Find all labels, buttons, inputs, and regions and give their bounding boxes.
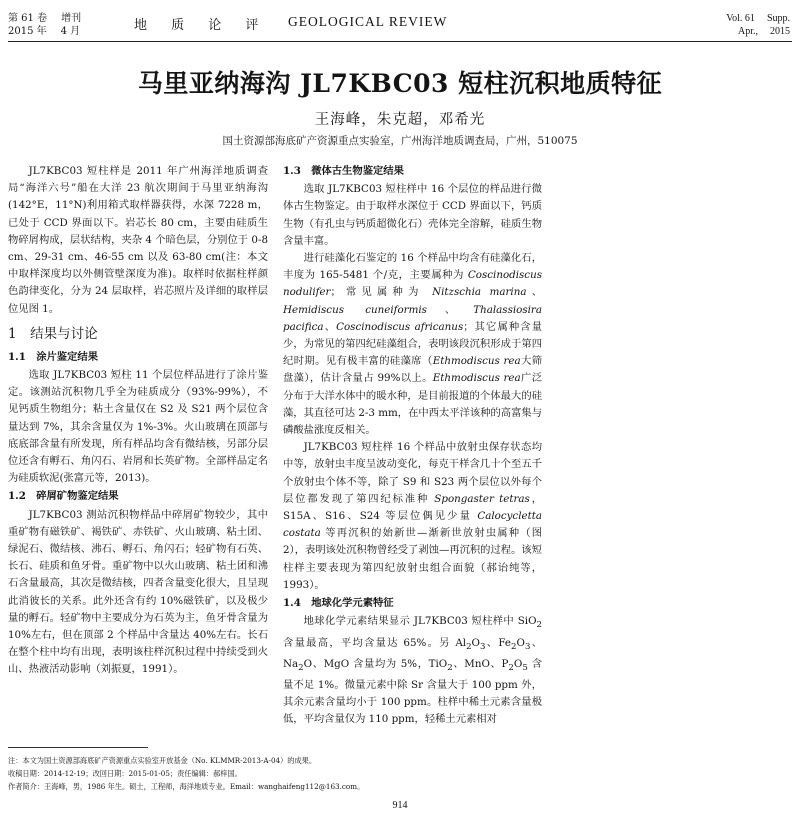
subsection-heading-smear: 1.1 涂片鉴定结果 bbox=[8, 350, 98, 363]
species-name: Nitzschia marina bbox=[432, 286, 527, 299]
micropaleo-paragraph: 选取 JL7KBC03 短柱样中 16 个层位的样品进行微体古生物鉴定。由于取样水深位于 CCD 界面以下，钙质生物（有孔虫与钙质超微化石）壳体完全溶解，硅质生物含量丰富。 bbox=[283, 183, 542, 247]
species-name: Spongaster tetras bbox=[434, 492, 530, 505]
geochem-text: 地球化学元素结果显示 JL7KBC03 短柱样中 SiO bbox=[303, 615, 537, 628]
diatom-text: 广泛分布于大洋水体中的暖水种，是目前报道的个体最大的硅藻，其直径可达 2-3 mm，在中西太平洋该种的高富集与磷酸盐涨度反相关。 bbox=[283, 372, 543, 437]
section-heading-results: 1 结果与讨论 bbox=[8, 325, 98, 342]
header-month-cn: 4 月 bbox=[60, 26, 81, 37]
diatom-text: 、 bbox=[426, 303, 474, 316]
radiolaria-paragraph bbox=[283, 439, 542, 594]
subscript: 2 bbox=[466, 641, 472, 652]
geochem-text: O bbox=[516, 636, 525, 649]
radiolaria-text: ，S15A、S16、S24 等层位偶见少量 bbox=[283, 492, 542, 523]
footnote-rule bbox=[8, 747, 148, 748]
running-header bbox=[8, 10, 792, 40]
geochem-paragraph bbox=[283, 613, 542, 728]
header-supp-en: Supp. bbox=[766, 13, 790, 24]
species-name: Thalassiosira pacifica bbox=[283, 303, 542, 333]
geochem-text: 含量最高，平均含量达 65%。另 Al bbox=[283, 636, 467, 649]
geochem-text: O、MgO 含量均为 5%，TiO bbox=[303, 657, 448, 670]
footnote-dates: 收稿日期：2014-12-19；改回日期：2015-01-05；责任编辑：郝梓国。 bbox=[8, 769, 242, 778]
header-supp-cn: 增刊 bbox=[61, 13, 82, 24]
diatom-text: 、 bbox=[526, 286, 542, 299]
species-name: Coscinodiscus nodulifer bbox=[283, 269, 542, 299]
geochem-text: O bbox=[513, 657, 523, 670]
right-column bbox=[283, 163, 542, 729]
subscript: 2 bbox=[536, 620, 542, 631]
species-name: Ethmodiscus rea bbox=[432, 355, 521, 368]
species-name: Hemidiscus cuneiformis bbox=[283, 303, 427, 316]
subscript: 3 bbox=[479, 641, 486, 652]
journal-title-cn: 地 质 论 评 bbox=[134, 18, 269, 33]
left-column bbox=[8, 163, 268, 679]
subscript: 3 bbox=[524, 641, 531, 652]
footnote-fund: 注：本文为国土资源部海底矿产资源重点实验室开放基金（No. KLMMR-2013-A-04）的成果。 bbox=[8, 756, 317, 765]
smear-paragraph: 选取 JL7KBC03 短柱 11 个层位样品进行了涂片鉴定。该测站沉积物几乎全为硅质成分（93%-99%），不见钙质生物组分；粘土含量仅在 S2 及 S21 两个层位含量达到 7%，其余含量仅为 1%-3%。火山玻璃在顶部与底底部含量有所发现，所有样品均含有微结核，另部分层位还含有孵石、角闪石、岩屑和长英矿物。全部样品定名为硅质软泥(张富元等，2013)。 bbox=[8, 369, 268, 485]
article-affiliation: 国土资源部海底矿产资源重点实验室，广州海洋地质调查局，广州，510075 bbox=[222, 135, 578, 147]
page-number: 914 bbox=[392, 800, 408, 811]
geochem-text: 、Fe bbox=[485, 636, 512, 649]
header-volume-cn bbox=[8, 12, 81, 38]
radiolaria-text: 等再沉积的始新世—渐新世放射虫属种（图 2），表明该处沉积物曾经受了剥蚀—再沉积的过程。该短柱样主要表现为第四纪放射虫组合面貌（郝诒纯等，1993）。 bbox=[283, 527, 542, 591]
article-authors: 王海峰，朱克超，邓希光 bbox=[314, 112, 486, 128]
header-year-en: 2015 bbox=[770, 26, 790, 37]
subscript: 2 bbox=[298, 662, 304, 673]
geochem-text: 含量不足 1%。微量元素中除 Sr 含量大于 100 ppm 外，其余元素含量均小于 100 ppm。柱样中稀土元素含量极低，平均含量仅为 110 ppm，轻稀土元素相对 bbox=[283, 657, 542, 726]
diatom-text: 进行硅藻化石鉴定的 16 个样品中均含有硅藻化石，丰度为 165-5481 个/克，主要属种为 bbox=[283, 252, 542, 282]
header-month-en: Apr., bbox=[738, 26, 758, 37]
subscript: 2 bbox=[511, 641, 517, 652]
header-year-cn: 2015 年 bbox=[8, 26, 47, 37]
diatom-text: 、 bbox=[323, 320, 337, 333]
diatom-text: 大筛盘藻），估计含量占 99%以上。 bbox=[283, 355, 543, 385]
geochem-text: 、MnO、P bbox=[452, 657, 509, 670]
diatom-text: ；其它属种含量少，为常见的第四纪硅藻组合，表明该段沉积形成于第四纪时期。见有极丰富的硅藻席（ bbox=[283, 320, 543, 368]
subscript: 2 bbox=[508, 662, 514, 673]
subsection-heading-geochem: 1.4 地球化学元素特征 bbox=[283, 597, 394, 610]
subsection-heading-detrital: 1.2 碎屑矿物鉴定结果 bbox=[8, 490, 119, 503]
header-vol-cn: 第 61 卷 bbox=[8, 13, 48, 24]
subscript: 5 bbox=[522, 662, 528, 673]
species-name: Coscinodiscus africanus bbox=[336, 320, 464, 333]
footnotes bbox=[8, 754, 548, 793]
diatom-text: ；常见属种为 bbox=[330, 286, 433, 299]
journal-title-en: GEOLOGICAL REVIEW bbox=[288, 14, 448, 29]
radiolaria-text: JL7KBC03 短柱样 16 个样品中放射虫保存状态均中等，放射虫丰度呈波动变化，每克干样含几十个至五千个放射虫个体不等，除了 S9 和 S23 两个层位以外每个层位都发现了第四纪标准种 bbox=[283, 441, 542, 505]
intro-paragraph: JL7KBC03 短柱样是 2011 年广州海洋地质调查局“海洋六号”船在大洋 23 航次期间于马里亚纳海沟(142°E，11°N)利用箱式取样器获得，水深 7228 m，已处于 CCD 界面以下。岩芯长 80 cm，主要由硅质生物碎屑构成，层状结构，夹杂 4 个暗色层，分别位于 0-8 cm、29-31 cm、46-55 cm 以及 63-80 cm(注：本文中取样深度均以外侧管壁深度为准)。取样时依据柱样颜色韵律变化，分为 24 层取样，岩芯照片及详细的取样层位见图 1。 bbox=[8, 165, 268, 315]
header-rule bbox=[8, 41, 792, 42]
footnote-author: 作者简介：王海峰，男，1986 年生。硕士，工程师，海洋地质专业。Email：wanghaifeng112@163.com。 bbox=[8, 782, 365, 791]
diatom-paragraph bbox=[283, 250, 542, 439]
article-title: 马里亚纳海沟 JL7KBC03 短柱沉积地质特征 bbox=[137, 69, 663, 98]
header-vol-en: Vol. 61 bbox=[726, 13, 755, 24]
subsection-heading-micropaleo: 1.3 微体古生物鉴定结果 bbox=[283, 165, 404, 177]
header-volume-en bbox=[726, 12, 790, 38]
geochem-text: O bbox=[471, 636, 480, 649]
subscript: 2 bbox=[447, 662, 453, 673]
species-name: Ethmodiscus rea bbox=[432, 372, 521, 385]
species-name: Calocycletta costata bbox=[283, 510, 542, 540]
detrital-paragraph: JL7KBC03 测站沉积物样品中碎屑矿物较少，其中重矿物有磁铁矿、褐铁矿、赤铁矿、火山玻璃、粘土团、绿泥石、微结核、沸石、孵石、角闪石；轻矿物有石英、长石、硅质和鱼牙骨。重矿物中以火山玻璃、粘土团和沸石含量最高，其次是微结核，四者含量变化很大，且呈现此消彼长的关系。此外还含有约 10%磁铁矿，以及极少量的孵石。轻矿物中主要成分为石英为主，鱼牙骨含量为 10%左右，但在顶部 2 个样品中含量达 40%左右。长石在整个柱中均有出现，表明该柱样沉积过程中持续受到火山、热液活动影响（刘振夏，1991）。 bbox=[8, 508, 268, 676]
geochem-text: 、Na bbox=[283, 636, 542, 670]
